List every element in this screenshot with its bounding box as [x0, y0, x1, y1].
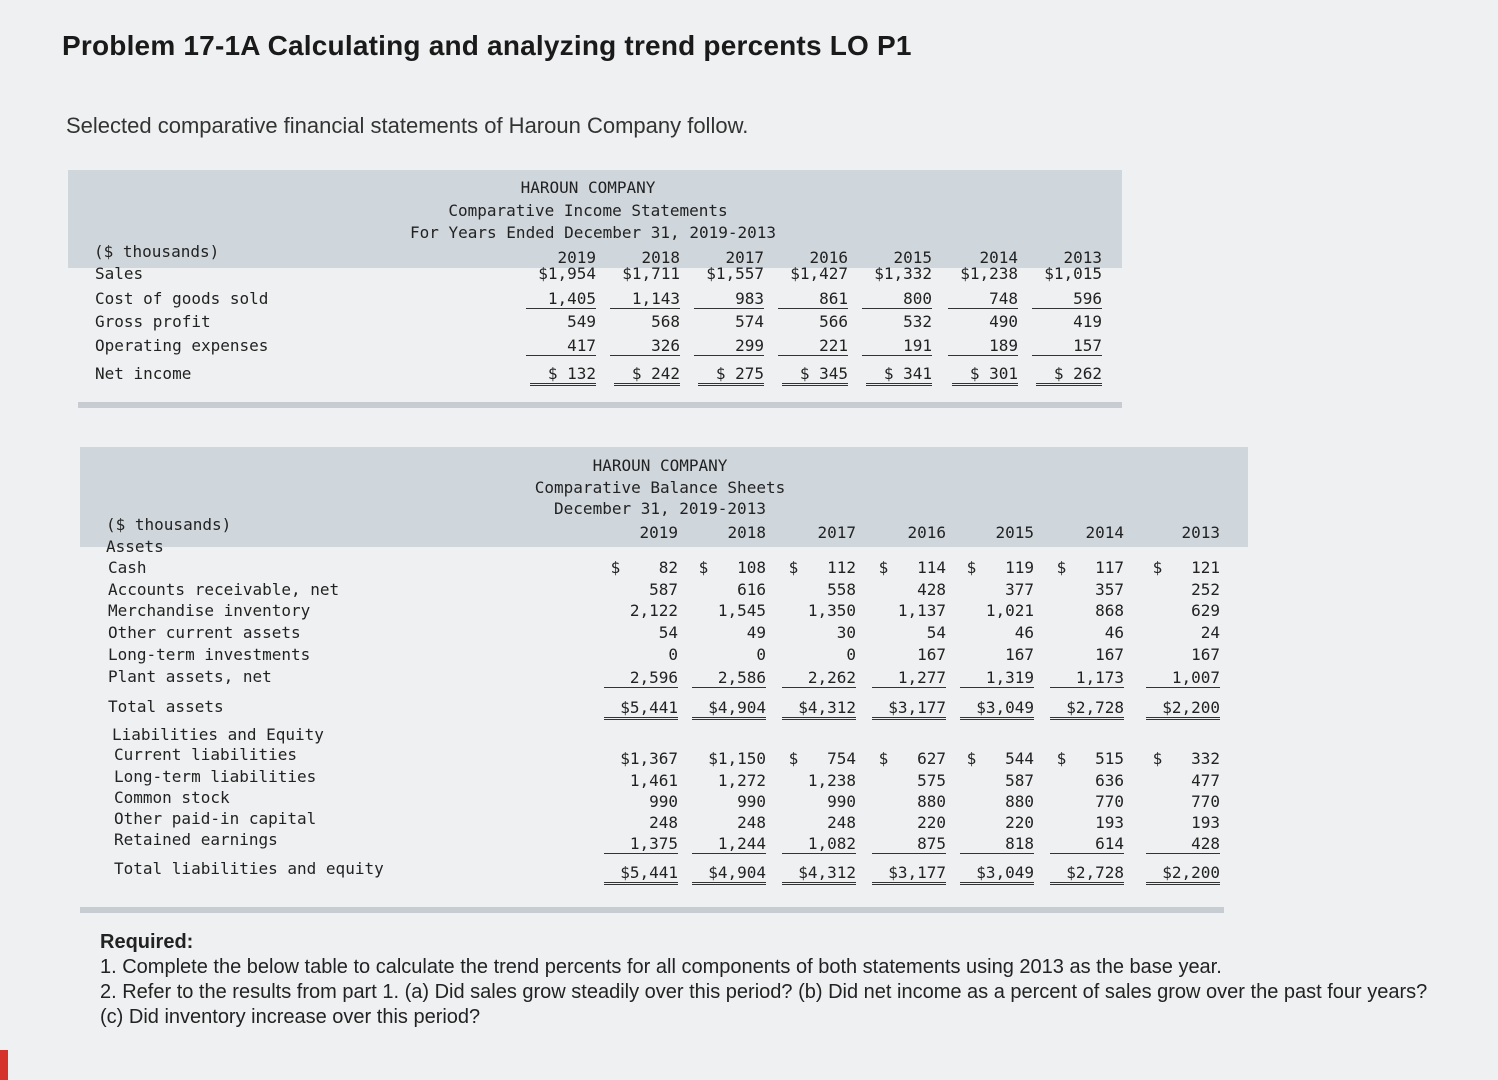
- income-year-header: 2013: [1063, 248, 1102, 267]
- required-item-2: 2. Refer to the results from part 1. (a) Did sales grow steadily over this period? (b) Did net income as a percent of sales grow over the past four years? (c) Did inventory increase over this period?: [100, 981, 1428, 1028]
- income-value-cell: 1,405: [526, 289, 596, 309]
- income-period: For Years Ended December 31, 2019-2013: [409, 223, 777, 242]
- liability-value-cell: 1,461: [629, 771, 678, 790]
- asset-value-cell: 2,262: [782, 668, 856, 688]
- income-value-cell: $ 345: [782, 364, 848, 386]
- asset-value-cell: 2,122: [629, 601, 678, 620]
- income-row-label: Cost of goods sold: [95, 289, 269, 308]
- asset-value-cell: 629: [1191, 601, 1220, 620]
- asset-value-cell: 1,021: [985, 601, 1034, 620]
- income-value-cell: 861: [778, 289, 848, 309]
- liability-value-cell: 575: [917, 771, 946, 790]
- income-statement: [68, 170, 1122, 410]
- asset-value-cell: 2,596: [604, 668, 678, 688]
- asset-value-cell: 616: [737, 580, 766, 599]
- asset-value-cell: $ 121: [1152, 558, 1220, 577]
- income-value-cell: 983: [694, 289, 764, 309]
- income-year-header: 2018: [641, 248, 680, 267]
- asset-value-cell: $3,049: [960, 698, 1034, 720]
- liability-value-cell: $ 754: [788, 749, 856, 768]
- liability-value-cell: 248: [649, 813, 678, 832]
- income-value-cell: $ 275: [698, 364, 764, 386]
- liability-value-cell: $ 544: [966, 749, 1034, 768]
- liability-value-cell: $3,049: [960, 863, 1034, 885]
- asset-value-cell: 0: [668, 645, 678, 664]
- liabilities-heading: Liabilities and Equity: [112, 725, 324, 744]
- income-value-cell: 490: [989, 312, 1018, 331]
- income-year-header: 2019: [557, 248, 596, 267]
- liability-value-cell: $ 332: [1152, 749, 1220, 768]
- asset-row-label: Total assets: [108, 697, 224, 716]
- income-value-cell: 417: [526, 336, 596, 356]
- liability-value-cell: $2,728: [1050, 863, 1124, 885]
- asset-value-cell: 2,586: [692, 668, 766, 688]
- asset-value-cell: $ 82: [610, 558, 678, 577]
- liability-value-cell: 220: [917, 813, 946, 832]
- liability-value-cell: 1,272: [717, 771, 766, 790]
- asset-value-cell: $2,728: [1050, 698, 1124, 720]
- liability-value-cell: 193: [1191, 813, 1220, 832]
- income-row-label: Net income: [95, 364, 192, 383]
- balance-company: HAROUN COMPANY: [592, 456, 728, 475]
- liability-value-cell: 875: [872, 834, 946, 854]
- problem-title: Problem 17-1A Calculating and analyzing trend percents LO P1: [62, 30, 912, 61]
- income-value-cell: 549: [567, 312, 596, 331]
- asset-row-label: Other current assets: [108, 623, 301, 642]
- asset-value-cell: 30: [836, 623, 856, 642]
- liability-value-cell: $4,312: [782, 863, 856, 885]
- liability-value-cell: $1,367: [620, 749, 678, 768]
- balance-year-header: 2018: [727, 523, 766, 542]
- balance-sheet: [80, 447, 1248, 917]
- asset-value-cell: 1,007: [1146, 668, 1220, 688]
- asset-value-cell: $5,441: [604, 698, 678, 720]
- asset-value-cell: 587: [649, 580, 678, 599]
- liability-value-cell: 1,375: [604, 834, 678, 854]
- income-value-cell: $1,711: [622, 264, 680, 283]
- income-value-cell: 800: [862, 289, 932, 309]
- asset-value-cell: 377: [1005, 580, 1034, 599]
- income-value-cell: 191: [862, 336, 932, 356]
- asset-value-cell: 54: [926, 623, 946, 642]
- asset-value-cell: 1,319: [960, 668, 1034, 688]
- income-value-cell: 568: [651, 312, 680, 331]
- asset-value-cell: 357: [1095, 580, 1124, 599]
- asset-value-cell: $4,312: [782, 698, 856, 720]
- required-heading: Required:: [100, 931, 194, 953]
- assets-heading: Assets: [106, 537, 164, 556]
- liability-value-cell: 614: [1050, 834, 1124, 854]
- income-value-cell: $ 242: [614, 364, 680, 386]
- liability-value-cell: 428: [1146, 834, 1220, 854]
- liability-row-label: Retained earnings: [114, 830, 278, 849]
- asset-row-label: Merchandise inventory: [108, 601, 311, 620]
- red-edge-marker: [0, 1050, 8, 1080]
- liability-value-cell: $3,177: [872, 863, 946, 885]
- income-value-cell: $ 262: [1036, 364, 1102, 386]
- income-year-header: 2014: [979, 248, 1018, 267]
- income-value-cell: $1,954: [538, 264, 596, 283]
- asset-row-label: Cash: [108, 558, 147, 577]
- asset-value-cell: $ 108: [698, 558, 766, 577]
- balance-statement-title: Comparative Balance Sheets: [534, 478, 786, 497]
- liability-value-cell: $ 515: [1056, 749, 1124, 768]
- asset-value-cell: 428: [917, 580, 946, 599]
- liability-value-cell: 880: [917, 792, 946, 811]
- liability-value-cell: 1,238: [807, 771, 856, 790]
- asset-value-cell: 54: [658, 623, 678, 642]
- income-value-cell: 189: [948, 336, 1018, 356]
- income-units: ($ thousands): [94, 242, 220, 261]
- asset-value-cell: $ 119: [966, 558, 1034, 577]
- income-value-cell: 326: [610, 336, 680, 356]
- required-section: [100, 930, 1440, 1030]
- required-item-1: 1. Complete the below table to calculate the trend percents for all components of both statements using 2013 as the base year.: [100, 956, 1222, 978]
- liability-value-cell: $4,904: [692, 863, 766, 885]
- income-value-cell: 221: [778, 336, 848, 356]
- asset-value-cell: 1,137: [897, 601, 946, 620]
- asset-value-cell: 0: [756, 645, 766, 664]
- liability-value-cell: 193: [1095, 813, 1124, 832]
- liability-value-cell: 990: [649, 792, 678, 811]
- asset-value-cell: 1,277: [872, 668, 946, 688]
- asset-value-cell: 167: [1191, 645, 1220, 664]
- liability-value-cell: 636: [1095, 771, 1124, 790]
- asset-value-cell: 167: [1095, 645, 1124, 664]
- liability-value-cell: 477: [1191, 771, 1220, 790]
- asset-value-cell: 1,545: [717, 601, 766, 620]
- asset-value-cell: $ 117: [1056, 558, 1124, 577]
- income-value-cell: 1,143: [610, 289, 680, 309]
- balance-period: December 31, 2019-2013: [554, 499, 766, 518]
- income-statement-title: Comparative Income Statements: [448, 201, 728, 220]
- asset-value-cell: $ 112: [788, 558, 856, 577]
- liability-value-cell: 770: [1095, 792, 1124, 811]
- asset-value-cell: $ 114: [878, 558, 946, 577]
- asset-value-cell: 167: [1005, 645, 1034, 664]
- balance-year-header: 2015: [995, 523, 1034, 542]
- income-value-cell: 532: [903, 312, 932, 331]
- asset-row-label: Plant assets, net: [108, 667, 272, 686]
- income-value-cell: 596: [1032, 289, 1102, 309]
- income-value-cell: 299: [694, 336, 764, 356]
- income-value-cell: $1,427: [790, 264, 848, 283]
- income-value-cell: $1,238: [960, 264, 1018, 283]
- liability-row-label: Current liabilities: [114, 745, 298, 764]
- balance-year-header: 2017: [817, 523, 856, 542]
- liability-row-label: Long-term liabilities: [114, 767, 317, 786]
- balance-units: ($ thousands): [106, 515, 232, 534]
- asset-value-cell: 24: [1200, 623, 1220, 642]
- income-value-cell: $1,332: [874, 264, 932, 283]
- liability-value-cell: 880: [1005, 792, 1034, 811]
- liability-value-cell: 248: [827, 813, 856, 832]
- balance-year-header: 2013: [1181, 523, 1220, 542]
- liability-value-cell: $2,200: [1146, 863, 1220, 885]
- income-value-cell: 566: [819, 312, 848, 331]
- asset-value-cell: 558: [827, 580, 856, 599]
- balance-year-header: 2016: [907, 523, 946, 542]
- income-row-label: Operating expenses: [95, 336, 269, 355]
- liability-value-cell: 248: [737, 813, 766, 832]
- liability-row-label: Total liabilities and equity: [114, 859, 384, 878]
- asset-value-cell: $2,200: [1146, 698, 1220, 720]
- asset-value-cell: $3,177: [872, 698, 946, 720]
- liability-value-cell: 1,244: [692, 834, 766, 854]
- income-value-cell: $1,557: [706, 264, 764, 283]
- income-value-cell: $ 341: [866, 364, 932, 386]
- liability-value-cell: 818: [960, 834, 1034, 854]
- income-value-cell: $ 301: [952, 364, 1018, 386]
- income-year-header: 2015: [893, 248, 932, 267]
- asset-value-cell: $4,904: [692, 698, 766, 720]
- asset-value-cell: 252: [1191, 580, 1220, 599]
- liability-value-cell: 587: [1005, 771, 1034, 790]
- asset-value-cell: 0: [846, 645, 856, 664]
- income-company: HAROUN COMPANY: [520, 178, 656, 197]
- liability-value-cell: $ 627: [878, 749, 946, 768]
- liability-value-cell: 990: [827, 792, 856, 811]
- income-row-label: Sales: [95, 264, 144, 283]
- asset-value-cell: 49: [746, 623, 766, 642]
- balance-year-header: 2019: [639, 523, 678, 542]
- liability-value-cell: 220: [1005, 813, 1034, 832]
- income-value-cell: 748: [948, 289, 1018, 309]
- asset-row-label: Long-term investments: [108, 645, 311, 664]
- liability-value-cell: 770: [1191, 792, 1220, 811]
- liability-value-cell: $1,150: [708, 749, 766, 768]
- intro-text: Selected comparative financial statements of Haroun Company follow.: [66, 113, 749, 138]
- asset-value-cell: 46: [1014, 623, 1034, 642]
- income-value-cell: 574: [735, 312, 764, 331]
- asset-value-cell: 1,173: [1050, 668, 1124, 688]
- liability-value-cell: $5,441: [604, 863, 678, 885]
- liability-value-cell: 1,082: [782, 834, 856, 854]
- asset-value-cell: 868: [1095, 601, 1124, 620]
- income-year-header: 2016: [809, 248, 848, 267]
- asset-value-cell: 1,350: [807, 601, 856, 620]
- asset-value-cell: 46: [1104, 623, 1124, 642]
- income-value-cell: $ 132: [530, 364, 596, 386]
- liability-row-label: Common stock: [114, 788, 230, 807]
- income-value-cell: 157: [1032, 336, 1102, 356]
- liability-value-cell: 990: [737, 792, 766, 811]
- liability-row-label: Other paid-in capital: [114, 809, 317, 828]
- income-value-cell: 419: [1073, 312, 1102, 331]
- income-value-cell: $1,015: [1044, 264, 1102, 283]
- balance-year-header: 2014: [1085, 523, 1124, 542]
- asset-value-cell: 167: [917, 645, 946, 664]
- income-row-label: Gross profit: [95, 312, 211, 331]
- asset-row-label: Accounts receivable, net: [108, 580, 340, 599]
- income-year-header: 2017: [725, 248, 764, 267]
